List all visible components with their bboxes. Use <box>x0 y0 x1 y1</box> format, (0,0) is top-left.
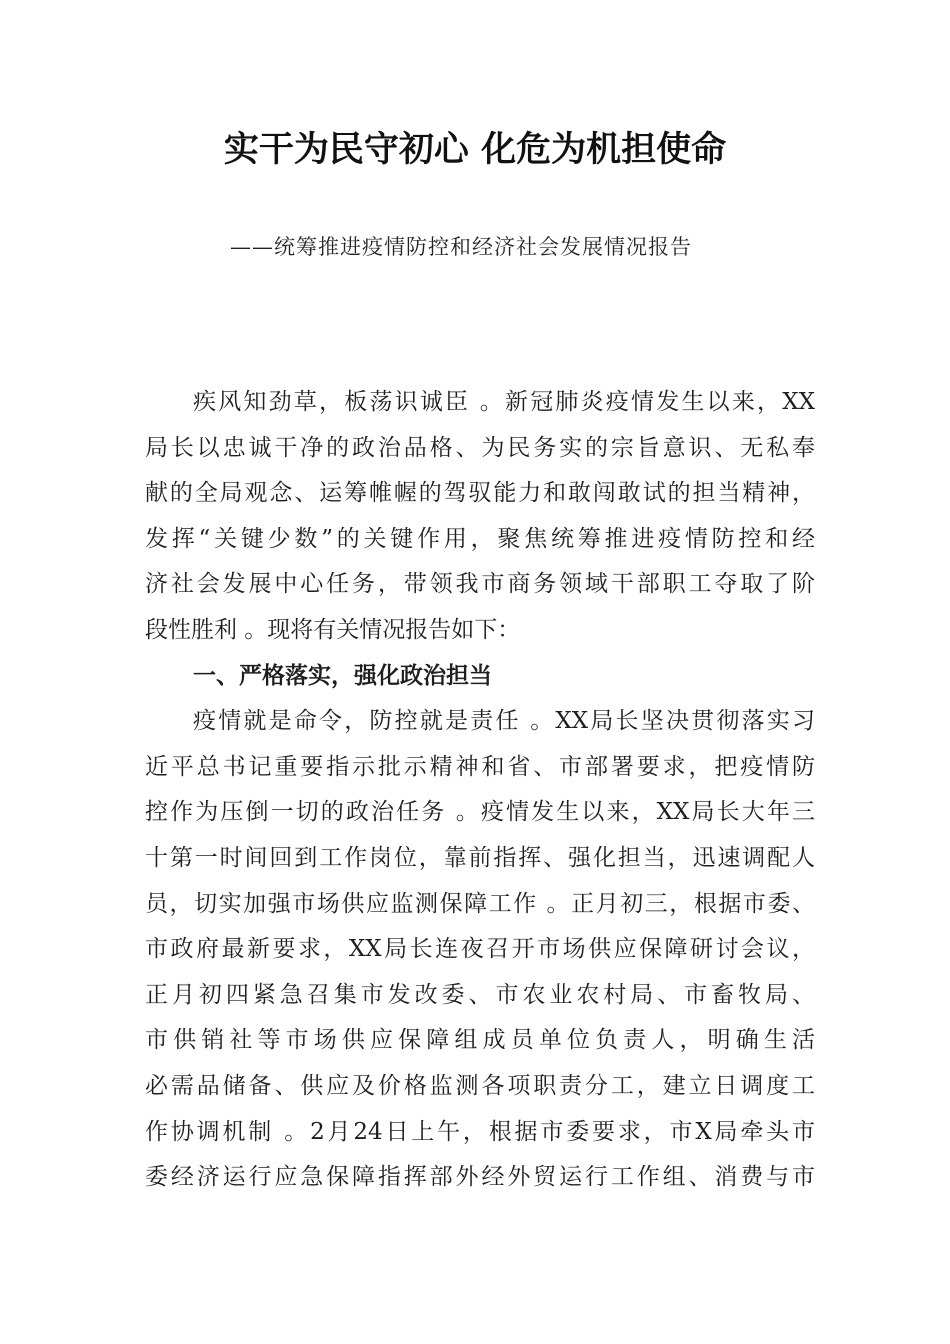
document-title: 实干为民守初心 化危为机担使命 <box>223 130 727 170</box>
body-line: 必需品储备、供应及价格监测各项职责分工，建立日调度工 <box>145 1072 815 1099</box>
body-line: 近平总书记重要指示批示精神和省、市部署要求，把疫情防 <box>145 753 815 780</box>
body-line: 发挥“关键少数”的关键作用，聚焦统筹推进疫情防控和经 <box>145 525 815 552</box>
body-line: 十第一时间回到工作岗位，靠前指挥、强化担当，迅速调配人 <box>145 844 815 871</box>
body-line: 员，切实加强市场供应监测保障工作 。正月初三，根据市委、 <box>145 890 815 917</box>
document-body <box>145 380 815 1201</box>
section-heading: 一、严格落实，强化政治担当 <box>193 662 492 689</box>
body-line: 作协调机制 。2月24日上午，根据市委要求，市X局牵头市 <box>145 1118 815 1145</box>
document-subtitle: ——统筹推进疫情防控和经济社会发展情况报告 <box>230 235 692 259</box>
body-line: 献的全局观念、运筹帷幄的驾驭能力和敢闯敢试的担当精神， <box>145 480 815 507</box>
body-line: 疫情就是命令，防控就是责任 。XX局长坚决贯彻落实习 <box>193 708 815 735</box>
body-line: 疾风知劲草，板荡识诚臣 。新冠肺炎疫情发生以来，XX <box>193 389 815 415</box>
body-line: 正月初四紧急召集市发改委、市农业农村局、市畜牧局、 <box>145 981 815 1008</box>
body-line: 济社会发展中心任务，带领我市商务领域干部职工夺取了阶 <box>145 571 815 598</box>
body-line: 市政府最新要求，XX局长连夜召开市场供应保障研讨会议， <box>145 936 815 963</box>
body-line: 段性胜利 。现将有关情况报告如下： <box>145 616 521 643</box>
body-line: 市供销社等市场供应保障组成员单位负责人，明确生活 <box>145 1027 815 1054</box>
body-line: 局长以忠诚干净的政治品格、为民务实的宗旨意识、无私奉 <box>145 434 815 461</box>
body-line: 委经济运行应急保障指挥部外经外贸运行工作组、消费与市 <box>145 1164 815 1191</box>
body-line: 控作为压倒一切的政治任务 。疫情发生以来，XX局长大年三 <box>145 799 815 826</box>
